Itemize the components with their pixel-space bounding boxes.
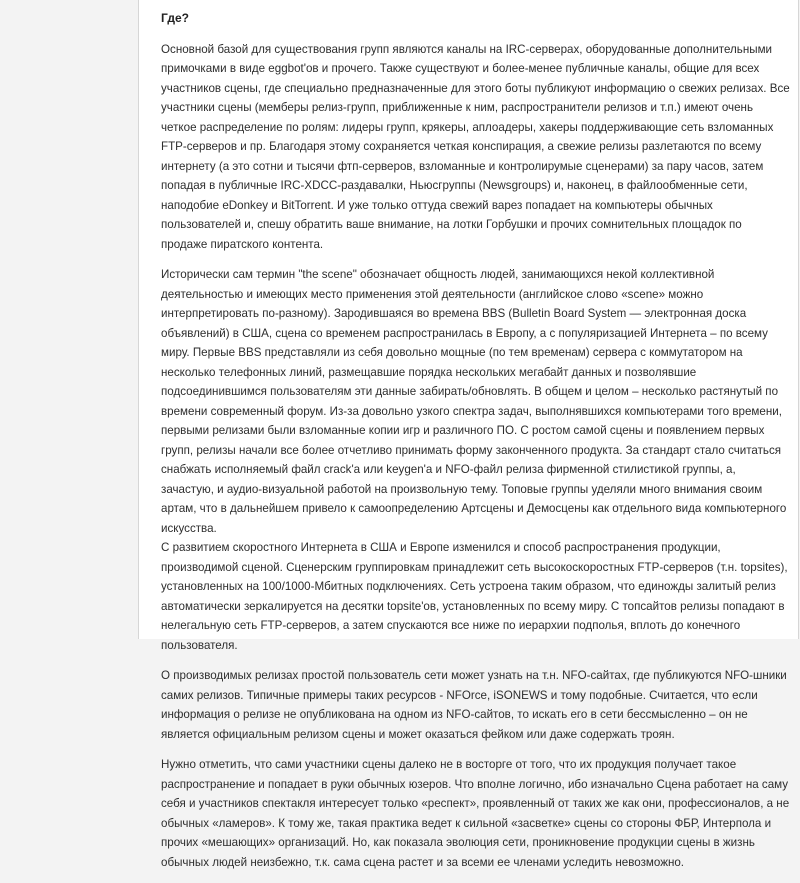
- article-content: [161, 9, 791, 883]
- section-heading: Где?: [161, 11, 189, 25]
- paragraph-topsites: С развитием скоростного Интернета в США и Европе изменился и способ распространения продукции, производимой сценой. Сценерским группировкам принадлежит сеть высокоскоростных FTP-серверов (т.н. topsites), установленных на 100/1000-Мбитных подключениях. Сеть устроена таким образом, что единожды залитый релиз автоматически зеркалируется на десятки topsite'ов, установленных по всему миру. С топсайтов релизы попадают в нелегальную сеть FTP-серверов, а затем спускаются все ниже по иерархии подполья, вплоть до конечного пользователя.: [161, 541, 788, 652]
- paragraph-nfo-sites: О производимых релизах простой пользователь сети может узнать на т.н. NFO-сайтах, где публикуются NFO-шники самих релизов. Типичные примеры таких ресурсов - NFOrce, iSONEWS и тому подобные. Считается, что если информация о релизе не опубликована на одном из NFO-сайтов, то искать его в сети бессмысленно – он не является официальным релизом сцены и может оказаться фейком или даже содержать троян.: [161, 669, 787, 741]
- article-panel: [138, 0, 799, 869]
- paragraph-scene-history: Исторически сам термин "the scene" обозначает общность людей, занимающихся некой коллективной деятельностью и имеющих место применения этой деятельности (английское слово «scene» можно интерпретировать по-разному). Зародившаяся во времена BBS (Bulletin Board System — электронная доска объявлений) в США, сцена со временем распространилась в Европу, а с популяризацией Интернета – по всему миру. Первые BBS представляли из себя довольно мощные (по тем временам) сервера с коммутатором на несколько телефонных линий, размещавшие порядка нескольких мегабайт данных и позволявшие подсоединившимся пользователям эти данные забирать/обновлять. В общем и целом – несколько растянутый по времени современный форум. Из-за довольно узкого спектра задач, выполнявшихся компьютерами того времени, первыми релизами были взломанные копии игр и различного ПО. С ростом самой сцены и появлением первых групп, релизы начали все более отчетливо принимать форму законченного продукта. За стандарт стало считаться снабжать исполняемый файл crack'а или keygen'а и NFO-файл релиза фирменной стилистикой группы, а, зачастую, и аудио-визуальной работой на произвольную тему. Топовые группы уделяли много внимания своим артам, что в дальнейшем привело к самоопределению Артсцены и Демосцены как отдельного вида компьютерного искусства.: [161, 268, 787, 535]
- paragraph-scene-attitude: Нужно отметить, что сами участники сцены далеко не в восторге от того, что их продукция получает такое распространение и попадает в руки обычных юзеров. Что вполне логично, ибо изначально Сцена работает на саму себя и участников спектакля интересует только «респект», проявленный от таких же как они, профессионалов, а не обычных «ламеров». К тому же, такая практика ведет к сильной «засветке» сцены со стороны ФБР, Интерпола и прочих «мешающих» организаций. Но, как показала эволюция сети, проникновение продукции сцены в жизнь обычных людей неизбежно, т.к. сама сцена растет и за всеми ее членами уследить невозможно.: [161, 758, 790, 869]
- paragraph-irc-channels: Основной базой для существования групп являются каналы на IRC-серверах, оборудованные дополнительными примочками в виде eggbot'ов и прочего. Также существуют и более-менее публичные каналы, общие для всех участников сцены, где специально предназначенные для этого боты публикуют информацию о свежих релизах. Все участники сцены (мемберы релиз-групп, приближенные к ним, распространители релизов и т.п.) имеют очень четкое распределение по ролям: лидеры групп, крякеры, аплоадеры, хакеры поддерживающие сеть взломанных FTP-серверов и пр. Благодаря этому сохраняется четкая конспирация, а свежие релизы разлетаются по всему интернету (а это сотни и тысячи фтп-серверов, взломанные и контролирумые сценерами) за пару часов, затем попадая в публичные IRC-XDCC-раздавалки, Ньюсгруппы (Newsgroups) и, наконец, в файлообменные сети, наподобие eDonkey и BitTorrent. И уже только оттуда свежий варез попадает на компьютеры обычных пользователей и, спешу обратить ваше внимание, на лотки Горбушки и прочих сомнительных площадок по продаже пиратского контента.: [161, 42, 790, 251]
